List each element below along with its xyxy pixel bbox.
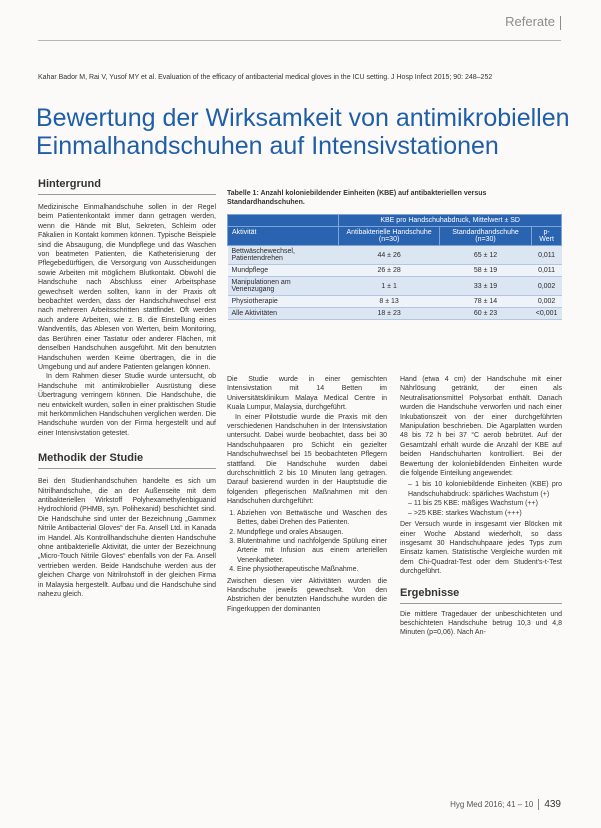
hintergrund-text: Medizinische Einmalhandschuhe sollen in der Regel beim Patientenkontakt immer dann getragen werden, wenn die Hände mit Blut, Sekreten, Schleim oder Fäkalien in Kontakt kommen können. Typische Beispiele sind die Absaugung, die Mundpflege und das Waschen von beatmeten Patienten, die Katheterisierung der Pflegebedürftigen, die Versorgung von Ausscheidungen sowie Arbeiten mit möglichem Blutkontakt. Obwohl die Handschuhe nach Abschluss einer Arbeitsphase gewechselt werden sollten, kann in der Praxis oft beobachtet werden, dass der Handschuhwechsel erst nach mehreren Arbeitsschritten stattfindet. Oft werden auch andere Arbeiten, wie z. B. die Einstellung eines Wandventils, das Ablesen von Werten, beim Monitoring, das Berühren einer Tastatur oder anderer Flächen, mit denselben Handschuhen ausgeführt. Mit den benutzten Handschuhen werden Keime übertragen, die in die Umgebung und auf andere Patienten gelangen können. In dem Rahmen dieser Studie wurde untersucht, ob Handschuhe mit antimikrobieller Ausrüstung diese Übertragung verringern können. Die Handschuhe, die neu entwickelt wurden, sollen in einer praktischen Studie mit herkömmlichen Handschuhen verglichen werden. Die Handschuhe wurden von der Firma hergestellt und auf einer Intensivstation getestet. (38, 204, 216, 437)
table-header-spacer (228, 215, 339, 227)
col-standard: Standardhandschuhe (n=30) (439, 227, 531, 246)
page-number: 439 (538, 799, 561, 810)
heading-hintergrund: Hintergrund (38, 178, 101, 190)
citation: Kahar Bador M, Rai V, Yusof MY et al. Evaluation of the efficacy of antibacterial medical gloves in the ICU setting. J Hosp Infect 2015; 90: 248–252 (38, 74, 493, 81)
list-item: – 11 bis 25 KBE: mäßiges Wachstum (++) (408, 499, 562, 508)
table-row: Alle Aktivitäten 18 ± 23 60 ± 23 <0,001 (228, 308, 562, 320)
heading-rule (38, 468, 216, 469)
heading-ergebnisse: Ergebnisse (400, 586, 460, 599)
list-item: – 1 bis 10 koloniebildende Einheiten (KBE) pro Handschuhabdruck: spärliches Wachstum (+) (408, 480, 562, 499)
activity-list (237, 509, 387, 575)
table-row: Manipulationen am Venenzugang 1 ± 1 33 ± 19 0,002 (228, 277, 562, 296)
heading-methodik: Methodik der Studie (38, 452, 144, 465)
kbe-scale-list (408, 480, 562, 518)
column-1 (38, 178, 216, 599)
table-group-header: KBE pro Handschuhabdruck, Mittelwert ± SD (339, 215, 562, 227)
list-item: – >25 KBE: starkes Wachstum (+++) (408, 509, 562, 518)
table-row: Bettwäschewechsel, Patientendrehen 44 ± 26 65 ± 12 0,011 (228, 246, 562, 265)
heading-rule (38, 194, 216, 195)
table-row: Physiotherapie 8 ± 13 78 ± 14 0,002 (228, 296, 562, 308)
column-2: Die Studie wurde in einer gemischten Intensivstation mit 14 Betten im Universitätsklinikum Malaya Medical Centre in Kuala Lumpur, Malaysia, durchgeführt. In einer Pilotstudie wurde die Praxis mit den verschiedenen Handschuhen in der Intensivstation untersucht. Dabei wurde beobachtet, dass bei 30 Handschuhpaaren pro Schicht ein gezielter Handschuhwechsel bei 15 beobachteten Pflegern stattfand. Die Handschuhe wurden dabei durchschnittlich 2 bis 10 Minuten lang getragen. Darauf basierend wurden in der Hauptstudie die folgenden pflegerischen Maßnahmen mit den Handschuhen durchgeführt: 1. Abziehen von Bettwäsche und Waschen des Bettes, dabei Drehen des Patienten. 2. Mundpflege und orales Absaugen. 3. Blutentnahme und nachfolgende Spülung einer Arterie mit Infusion aus einem arteriellen Venenkatheter. 4. Eine physiotherapeutische Maßnahme. Zwischen diesen vier Aktivitäten wurden die Handschuhe jeweils gewechselt. Von den Abstrichen der benutzten Handschuhe wurden die Fingerkuppen der dominanten (227, 375, 387, 614)
article-title: Bewertung der Wirksamkeit von antimikrobiellen Einmalhandschuhen auf Intensivstationen (36, 104, 570, 160)
journal-info: Hyg Med 2016; 41 – 10 (450, 800, 534, 809)
heading-rule (400, 603, 562, 604)
col-antibac: Antibakterielle Handschuhe (n=30) (339, 227, 440, 246)
results-table (227, 214, 562, 320)
methodik-text: Bei den Studienhandschuhen handelte es sich um Nitrilhandschuhe, die an der Außenseite mit dem antibakteriellen Wirkstoff Polyhexamethylenbiguanid Hydrochlorid (PHMB, syn. Polihexanid) beschichtet sind. Die Handschuhe sind unter der Bezeichnung „Gammex Nitrile Antibacterial Gloves“ der Fa. Ansell Ltd. in Kanada im Handel. Als Kontrollhandschuhe dienten Handschuhe ohne antibakterielle Aktivität, die unter der Bezeichnung „Micro-Touch Nitrile Gloves“ ebenfalls von der Fa. Ansell vertrieben werden. Beide Handschuhe werden aus der gleichen Charge von Nitrilrohstoff in der gleichen Firma in Malaysia hergestellt. Aufbau und die Handschuhe sind nahezu gleich. (38, 478, 216, 599)
top-rule (38, 40, 561, 41)
list-item: 3. Blutentnahme und nachfolgende Spülung einer Arterie mit Infusion aus einem arteriellen Venenkatheter. (237, 537, 387, 565)
list-item: 1. Abziehen von Bettwäsche und Waschen des Bettes, dabei Drehen des Patienten. (237, 509, 387, 528)
table-row: Mundpflege 26 ± 28 58 ± 19 0,011 (228, 265, 562, 277)
page-footer (450, 799, 561, 810)
list-item: 4. Eine physiotherapeutische Maßnahme. (237, 565, 387, 574)
col-p: p-Wert (532, 227, 562, 246)
column-3: Hand (etwa 4 cm) der Handschuhe mit einer Nährlösung getränkt, der einen als Neutralisationsmittel Polysorbat enthält. Danach wurden die Handschuhe verworfen und nach einer Inkubationszeit von der einer durchgeführten Manipulation beschrieben. Die Agarplatten wurden 48 bis 72 h bei 37 °C aerob bebrütet. Auf der Gesamtzahl erhält wurde die Anzahl der KBE auf beiden Handschuharten kontrolliert. Bei der Bewertung der koloniebildenden Einheiten wurde die folgende Einteilung angewendet: – 1 bis 10 koloniebildende Einheiten (KBE) pro Handschuhabdruck: spärliches Wachstum (+) – 11 bis 25 KBE: mäßiges Wachstum (++) – >25 KBE: starkes Wachstum (+++) Der Versuch wurde in insgesamt vier Blöcken mit einer Woche Abstand wiederholt, so dass insgesamt 30 Handschuhpaare jedes Typs zum Einsatz kamen. Statistische Vergleiche wurden mit dem Chi-Quadrat-Test oder dem Student's-t-Test durchgeführt. Ergebnisse Die mittlere Tragedauer der unbeschichteten und beschichteten Handschuhe betrug 10,3 und 4,8 Minuten (p=0,06). Nach An- (400, 375, 562, 638)
list-item: 2. Mundpflege und orales Absaugen. (237, 528, 387, 537)
table-caption: Tabelle 1: Anzahl koloniebildender Einheiten (KBE) auf antibakteriellen versus Standardhandschuhen. (227, 190, 487, 206)
col-activity: Aktivität (228, 227, 339, 246)
section-label: Referate (505, 14, 561, 30)
